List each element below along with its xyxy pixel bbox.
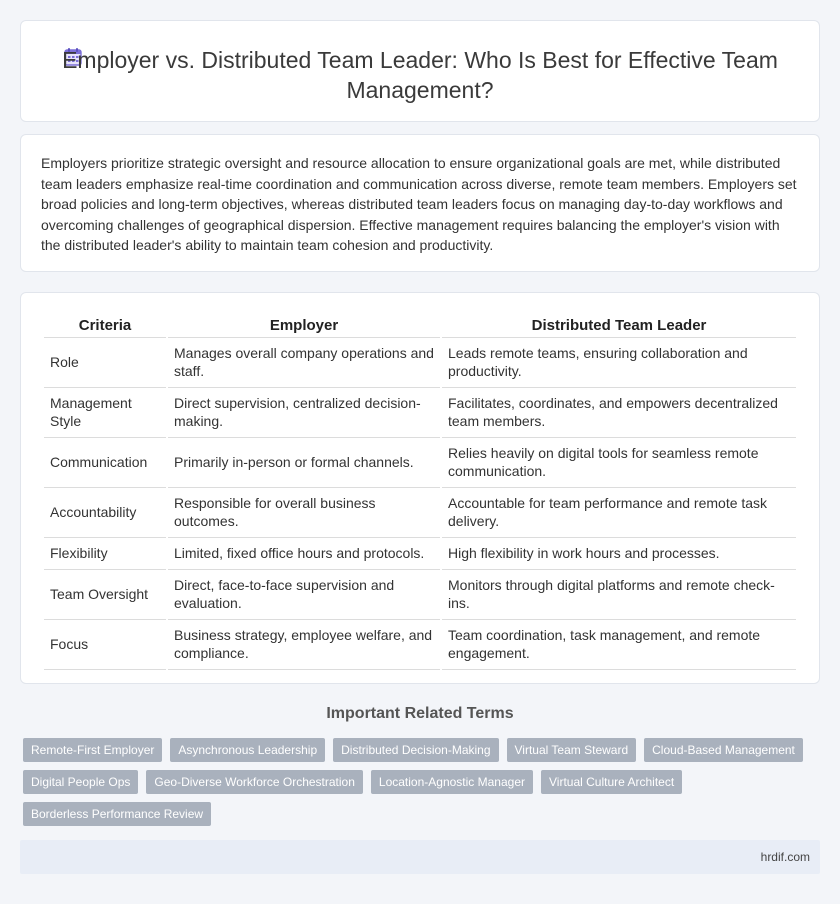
cell-employer: Limited, fixed office hours and protocols. [168,538,440,570]
related-term-tag[interactable]: Distributed Decision-Making [333,738,498,762]
cell-leader: Accountable for team performance and remote task delivery. [442,488,796,538]
related-term-tag[interactable]: Virtual Culture Architect [541,770,682,794]
table-row [44,538,796,570]
column-header-leader: Distributed Team Leader [442,315,796,338]
cell-leader: Monitors through digital platforms and remote check-ins. [442,570,796,620]
table-row [44,438,796,488]
cell-employer: Manages overall company operations and staff. [168,338,440,388]
table-row [44,570,796,620]
cell-employer: Direct, face-to-face supervision and evaluation. [168,570,440,620]
cell-leader: Facilitates, coordinates, and empowers decentralized team members. [442,388,796,438]
related-term-tag[interactable]: Virtual Team Steward [507,738,637,762]
cell-criteria: Team Oversight [44,570,166,620]
cell-criteria: Flexibility [44,538,166,570]
related-term-tag[interactable]: Remote-First Employer [23,738,162,762]
related-term-tag[interactable]: Cloud-Based Management [644,738,803,762]
cell-employer: Business strategy, employee welfare, and compliance. [168,620,440,670]
cell-employer: Primarily in-person or formal channels. [168,438,440,488]
footer-bar [20,840,820,874]
cell-criteria: Communication [44,438,166,488]
cell-leader: Leads remote teams, ensuring collaboration and productivity. [442,338,796,388]
site-name[interactable]: hrdif.com [760,850,810,864]
table-row [44,620,796,670]
comparison-table [42,315,798,670]
header-card [20,20,820,122]
cell-leader: High flexibility in work hours and processes. [442,538,796,570]
cell-leader: Relies heavily on digital tools for seamless remote communication. [442,438,796,488]
related-terms-heading: Important Related Terms [326,705,514,722]
cell-criteria: Role [44,338,166,388]
column-header-criteria: Criteria [44,315,166,338]
comparison-card [20,292,820,684]
cell-leader: Team coordination, task management, and remote engagement. [442,620,796,670]
cell-criteria: Accountability [44,488,166,538]
table-row [44,388,796,438]
related-terms-list [23,738,803,826]
cell-criteria: Focus [44,620,166,670]
table-row [44,338,796,388]
cell-employer: Responsible for overall business outcomes. [168,488,440,538]
table-header-row [44,315,796,338]
table-row [44,488,796,538]
related-term-tag[interactable]: Borderless Performance Review [23,802,211,826]
cell-employer: Direct supervision, centralized decision-making. [168,388,440,438]
column-header-employer: Employer [168,315,440,338]
related-term-tag[interactable]: Geo-Diverse Workforce Orchestration [146,770,363,794]
cell-criteria: Management Style [44,388,166,438]
summary-text: Employers prioritize strategic oversight and resource allocation to ensure organizational goals are met, while distributed team leaders emphasize real-time coordination and communication across diverse, remote team members. Employers set broad policies and long-term objectives, whereas distributed team leaders focus on managing day-to-day workflows and overcoming challenges of geographical dispersion. Effective management requires balancing the employer's vision with the distributed leader's ability to maintain team cohesion and productivity. [41,155,797,253]
related-term-tag[interactable]: Digital People Ops [23,770,138,794]
summary-card [20,134,820,272]
related-term-tag[interactable]: Location-Agnostic Manager [371,770,533,794]
related-term-tag[interactable]: Asynchronous Leadership [170,738,325,762]
page-title: Employer vs. Distributed Team Leader: Who Is Best for Effective Team Management? [62,47,778,103]
